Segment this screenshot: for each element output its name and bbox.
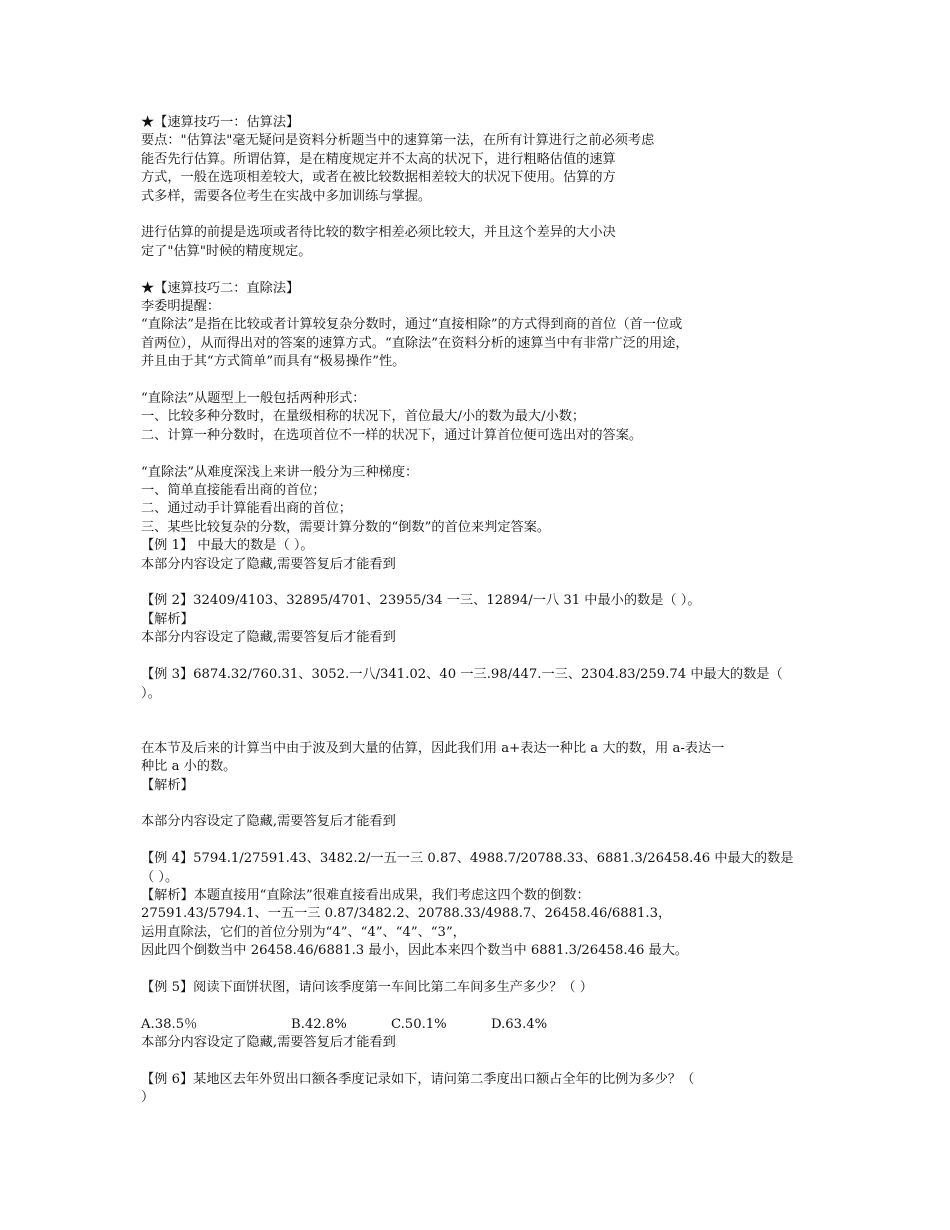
paragraph-line: 方式，一般在选项相差较大，或者在被比较数据相差较大的状况下使用。估算的方 — [141, 170, 616, 186]
paragraph-line: 首两位），从而得出对的答案的速算方式。“直除法”在资料分析的速算当中有非常广泛的用途， — [141, 335, 689, 351]
paragraph-line: 一、简单直接能看出商的首位； — [141, 483, 326, 499]
option-b: B.42.8% — [291, 1016, 347, 1032]
paragraph-line: “直除法”是指在比较或者计算较复杂分数时，通过“直接相除”的方式得到商的首位（首一位或 — [141, 317, 683, 333]
example-2-question: 【例 2】32409/4103、32895/4701、23955/34 一三、12894/一八 31 中最小的数是（ ）。 — [141, 593, 701, 609]
hidden-content-notice: 本部分内容设定了隐藏,需要答复后才能看到 — [141, 556, 396, 572]
paragraph-line: 李委明提醒： — [141, 299, 221, 315]
paragraph-line: 并且由于其“方式简单”而具有“极易操作”性。 — [141, 354, 406, 370]
paragraph-line: 定了"估算"时候的精度规定。 — [141, 243, 312, 259]
paragraph-line: 进行估算的前提是选项或者待比较的数字相差必须比较大，并且这个差异的大小决 — [141, 225, 616, 241]
paragraph-line: 在本节及后来的计算当中由于波及到大量的估算，因此我们用 a+表达一种比 a 大的数，用 a-表达一 — [141, 740, 725, 756]
hidden-content-notice: 本部分内容设定了隐藏,需要答复后才能看到 — [141, 1035, 396, 1051]
paragraph-line: 一、比较多种分数时，在量级相称的状况下，首位最大/小的数为最大/小数； — [141, 409, 586, 425]
paragraph-line: 二、通过动手计算能看出商的首位； — [141, 501, 352, 517]
analysis-line: 【解析】本题直接用“直除法”很难直接看出成果，我们考虑这四个数的倒数： — [141, 887, 590, 903]
option-d: D.63.4% — [491, 1016, 548, 1032]
analysis-line: 27591.43/5794.1、一五一三 0.87/3482.2、20788.33/4988.7、26458.46/6881.3， — [141, 906, 672, 922]
analysis-label: 【解析】 — [141, 611, 194, 627]
example-6-question-end: ） — [141, 1090, 155, 1106]
section-heading: ★【速算技巧二：直除法】 — [141, 280, 300, 296]
hidden-content-notice: 本部分内容设定了隐藏,需要答复后才能看到 — [141, 814, 396, 830]
option-a: A.38.5％ — [141, 1016, 198, 1032]
example-1-question: 【例 1】 中最大的数是（ ）。 — [141, 538, 314, 554]
paragraph-line: 种比 a 小的数。 — [141, 759, 237, 775]
paragraph-line: 能否先行估算。所谓估算，是在精度规定并不太高的状况下，进行粗略估值的速算 — [141, 151, 616, 167]
paragraph-line: “直除法”从题型上一般包括两种形式： — [141, 391, 366, 407]
example-3-question: 【例 3】6874.32/760.31、3052.一八/341.02、40 一三.98/447.一三、2304.83/259.74 中最大的数是（ — [141, 667, 783, 683]
paragraph-line: 要点："估算法"毫无疑问是资料分析题当中的速算第一法，在所有计算进行之前必须考虑 — [141, 133, 655, 149]
example-3-question-end: ）。 — [141, 685, 161, 701]
hidden-content-notice: 本部分内容设定了隐藏,需要答复后才能看到 — [141, 630, 396, 646]
example-6-question: 【例 6】某地区去年外贸出口额各季度记录如下，请问第二季度出口额占全年的比例为多少？（ — [141, 1071, 695, 1087]
example-4-question: 【例 4】5794.1/27591.43、3482.2/一五一三 0.87、4988.7/20788.33、6881.3/26458.46 中最大的数是 — [141, 851, 794, 867]
document-page — [141, 114, 821, 1108]
paragraph-line: 三、某些比较复杂的分数，需要计算分数的“倒数”的首位来判定答案。 — [141, 519, 551, 535]
analysis-line: 因此四个倒数当中 26458.46/6881.3 最小，因此本来四个数当中 6881.3/26458.46 最大。 — [141, 943, 689, 959]
example-4-question-end: （ ）。 — [141, 869, 179, 885]
paragraph-line: 式多样，需要各位考生在实战中多加训练与掌握。 — [141, 188, 432, 204]
example-5-question: 【例 5】阅读下面饼状图，请问该季度第一车间比第二车间多生产多少？（ ） — [141, 979, 593, 995]
analysis-label: 【解析】 — [141, 777, 194, 793]
analysis-line: 运用直除法，它们的首位分别为“4”、“4”、“4”、“3”， — [141, 924, 466, 940]
paragraph-line: 二、计算一种分数时，在选项首位不一样的状况下，通过计算首位便可选出对的答案。 — [141, 427, 643, 443]
option-c: C.50.1% — [391, 1016, 447, 1032]
example-5-options — [141, 1016, 821, 1034]
paragraph-line: “直除法”从难度深浅上来讲一般分为三种梯度： — [141, 464, 419, 480]
section-heading: ★【速算技巧一：估算法】 — [141, 115, 300, 130]
